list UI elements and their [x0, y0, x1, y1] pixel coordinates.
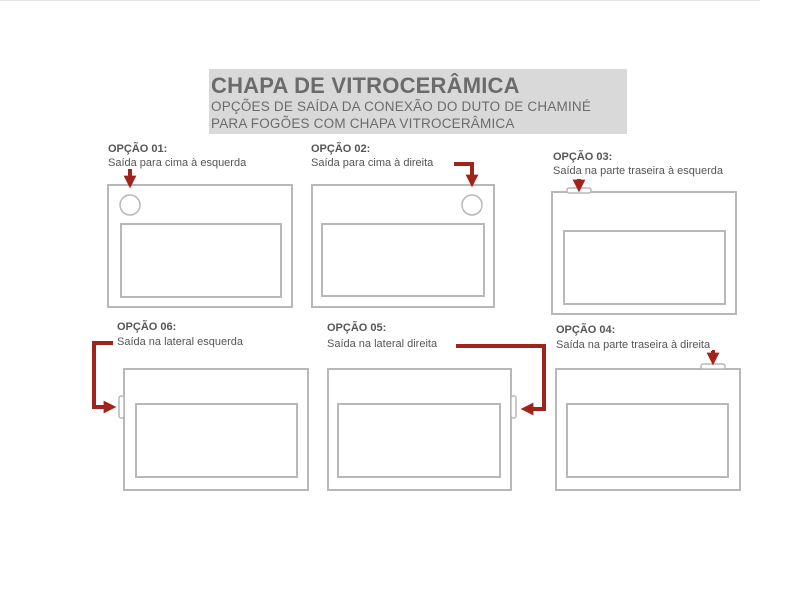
option-02-title: OPÇÃO 02: [311, 143, 371, 155]
option-03-title: OPÇÃO 03: [553, 151, 613, 163]
option-06-title: OPÇÃO 06: [117, 321, 177, 333]
option-03-stove [552, 179, 736, 314]
arrow-left-icon [456, 346, 544, 409]
option-02-description: Saída para cima à direita [311, 157, 434, 169]
option-01-description: Saída para cima à esquerda [108, 157, 247, 169]
option-05-description: Saída na lateral direita [327, 338, 438, 350]
option-04-title: OPÇÃO 04: [556, 324, 616, 336]
option-03-description: Saída na parte traseira à esquerda [553, 165, 724, 177]
arrow-right-icon [94, 343, 113, 407]
flue-outlet [120, 195, 140, 215]
option-06-stove [94, 343, 308, 490]
flue-outlet [567, 188, 591, 193]
page-title: CHAPA DE VITROCERÂMICA [211, 73, 520, 98]
option-01-title: OPÇÃO 01: [108, 143, 168, 155]
option-01-stove [108, 168, 292, 307]
option-06-description: Saída na lateral esquerda [117, 336, 243, 348]
option-05-stove [328, 346, 544, 490]
option-04-description: Saída na parte traseira à direita [556, 339, 711, 351]
arrow-down-icon [454, 164, 472, 181]
option-02-stove [312, 164, 494, 307]
flue-outlet [462, 195, 482, 215]
flue-outlet [701, 364, 725, 369]
flue-outlet [119, 396, 124, 418]
page-subtitle-line-1: OPÇÕES DE SAÍDA DA CONEXÃO DO DUTO DE CHAMINÉ [211, 99, 592, 114]
option-04-stove [556, 350, 740, 490]
option-05-title: OPÇÃO 05: [327, 322, 387, 334]
flue-outlet [511, 396, 516, 418]
page-subtitle-line-2: PARA FOGÕES COM CHAPA VITROCERÂMICA [211, 116, 515, 131]
